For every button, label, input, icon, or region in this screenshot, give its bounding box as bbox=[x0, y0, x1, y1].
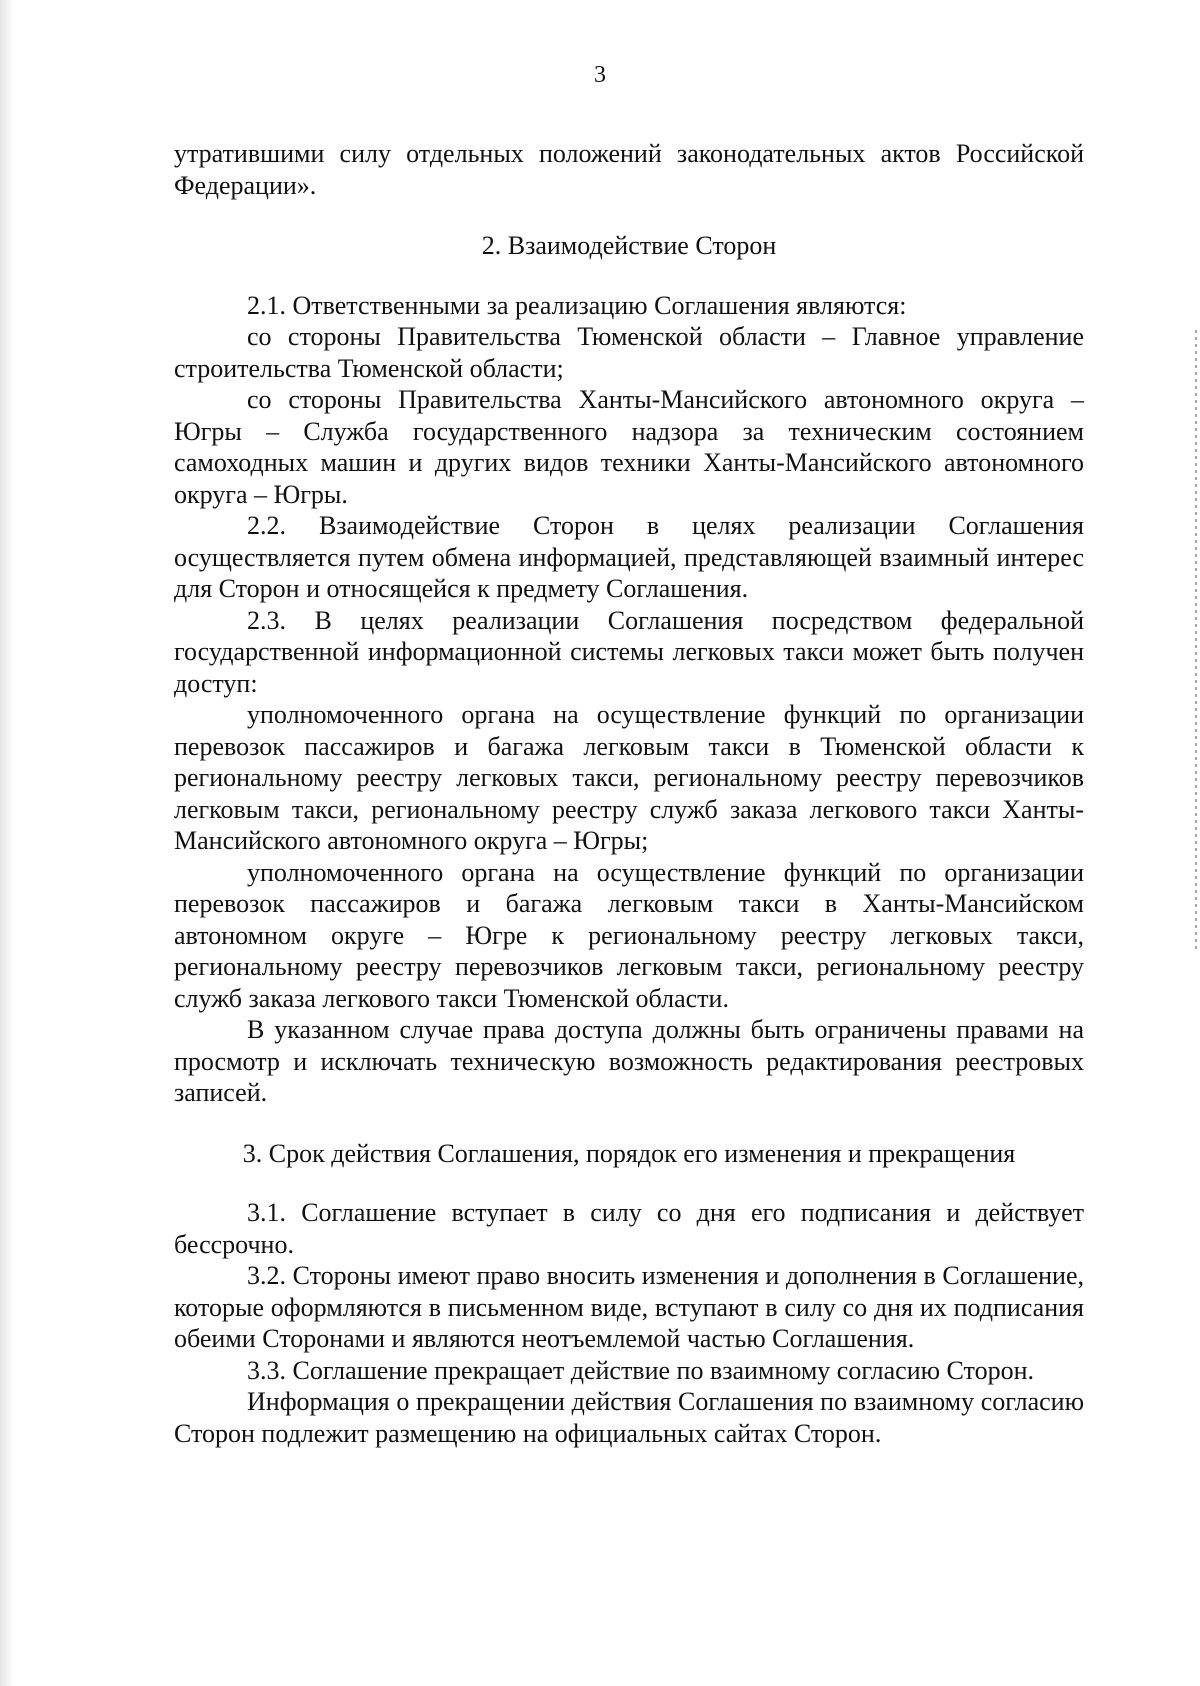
section-heading-3: 3. Срок действия Соглашения, порядок его изменения и прекращения bbox=[242, 1138, 1016, 1168]
clause-2-3-restrictions: В указанном случае права доступа должны быть ограничены правами на просмотр и исключать техническую возможность редактирования реестровых записей. bbox=[174, 1015, 1084, 1107]
clause-3-2: 3.2. Стороны имеют право вносить изменения и дополнения в Соглашение, которые оформляются в письменном виде, вступают в силу со дня их подписания обеими Сторонами и являются неотъемлемой частью Соглашения. bbox=[174, 1261, 1084, 1353]
page-number: 3 bbox=[594, 62, 606, 88]
paragraph-continuation: утратившими силу отдельных положений законодательных актов Российской Федерации». bbox=[174, 139, 1084, 200]
clause-3-3-publication: Информация о прекращении действия Соглашения по взаимному согласию Сторон подлежит размещению на официальных сайтах Сторон. bbox=[174, 1387, 1084, 1448]
scan-edge-shadow bbox=[0, 0, 14, 1686]
scan-edge-artifact bbox=[1195, 330, 1197, 950]
section-heading-2: 2. Взаимодействие Сторон bbox=[481, 231, 777, 260]
document-body bbox=[174, 138, 1084, 1449]
clause-2-3-khmao-access: уполномоченного органа на осуществление функций по организации перевозок пассажиров и багажа легковым такси в Ханты-Мансийском автономном округе – Югре к региональному реестру легковых такси, региональному реестру перевозчиков легковым такси, региональному реестру служб заказа легкового такси Тюменской области. bbox=[174, 857, 1084, 1013]
clause-2-3-tyumen-access: уполномоченного органа на осуществление функций по организации перевозок пассажиров и багажа легковым такси в Тюменской области к региональному реестру легковых такси, региональному реестру перевозчиков легковым такси, региональному реестру служб заказа легкового такси Ханты-Мансийского автономного округа – Югры; bbox=[174, 700, 1084, 855]
clause-3-1: 3.1. Соглашение вступает в силу со дня его подписания и действует бессрочно. bbox=[174, 1198, 1084, 1259]
clause-2-1-khmao: со стороны Правительства Ханты-Мансийского автономного округа – Югры – Служба государственного надзора за техническим состоянием самоходных машин и других видов техники Ханты-Мансийского автономного округа – Югры. bbox=[174, 385, 1084, 509]
clause-3-3: 3.3. Соглашение прекращает действие по взаимному согласию Сторон. bbox=[247, 1355, 1034, 1385]
clause-2-3: 2.3. В целях реализации Соглашения посредством федеральной государственной информационной системы легковых такси может быть получен доступ: bbox=[174, 605, 1084, 698]
clause-2-2: 2.2. Взаимодействие Сторон в целях реализации Соглашения осуществляется путем обмена информацией, представляющей взаимный интерес для Сторон и относящейся к предмету Соглашения. bbox=[174, 511, 1084, 603]
clause-2-1: 2.1. Ответственными за реализацию Соглашения являются: bbox=[247, 290, 907, 320]
clause-2-1-tyumen: со стороны Правительства Тюменской области – Главное управление строительства Тюменской области; bbox=[174, 322, 1084, 383]
